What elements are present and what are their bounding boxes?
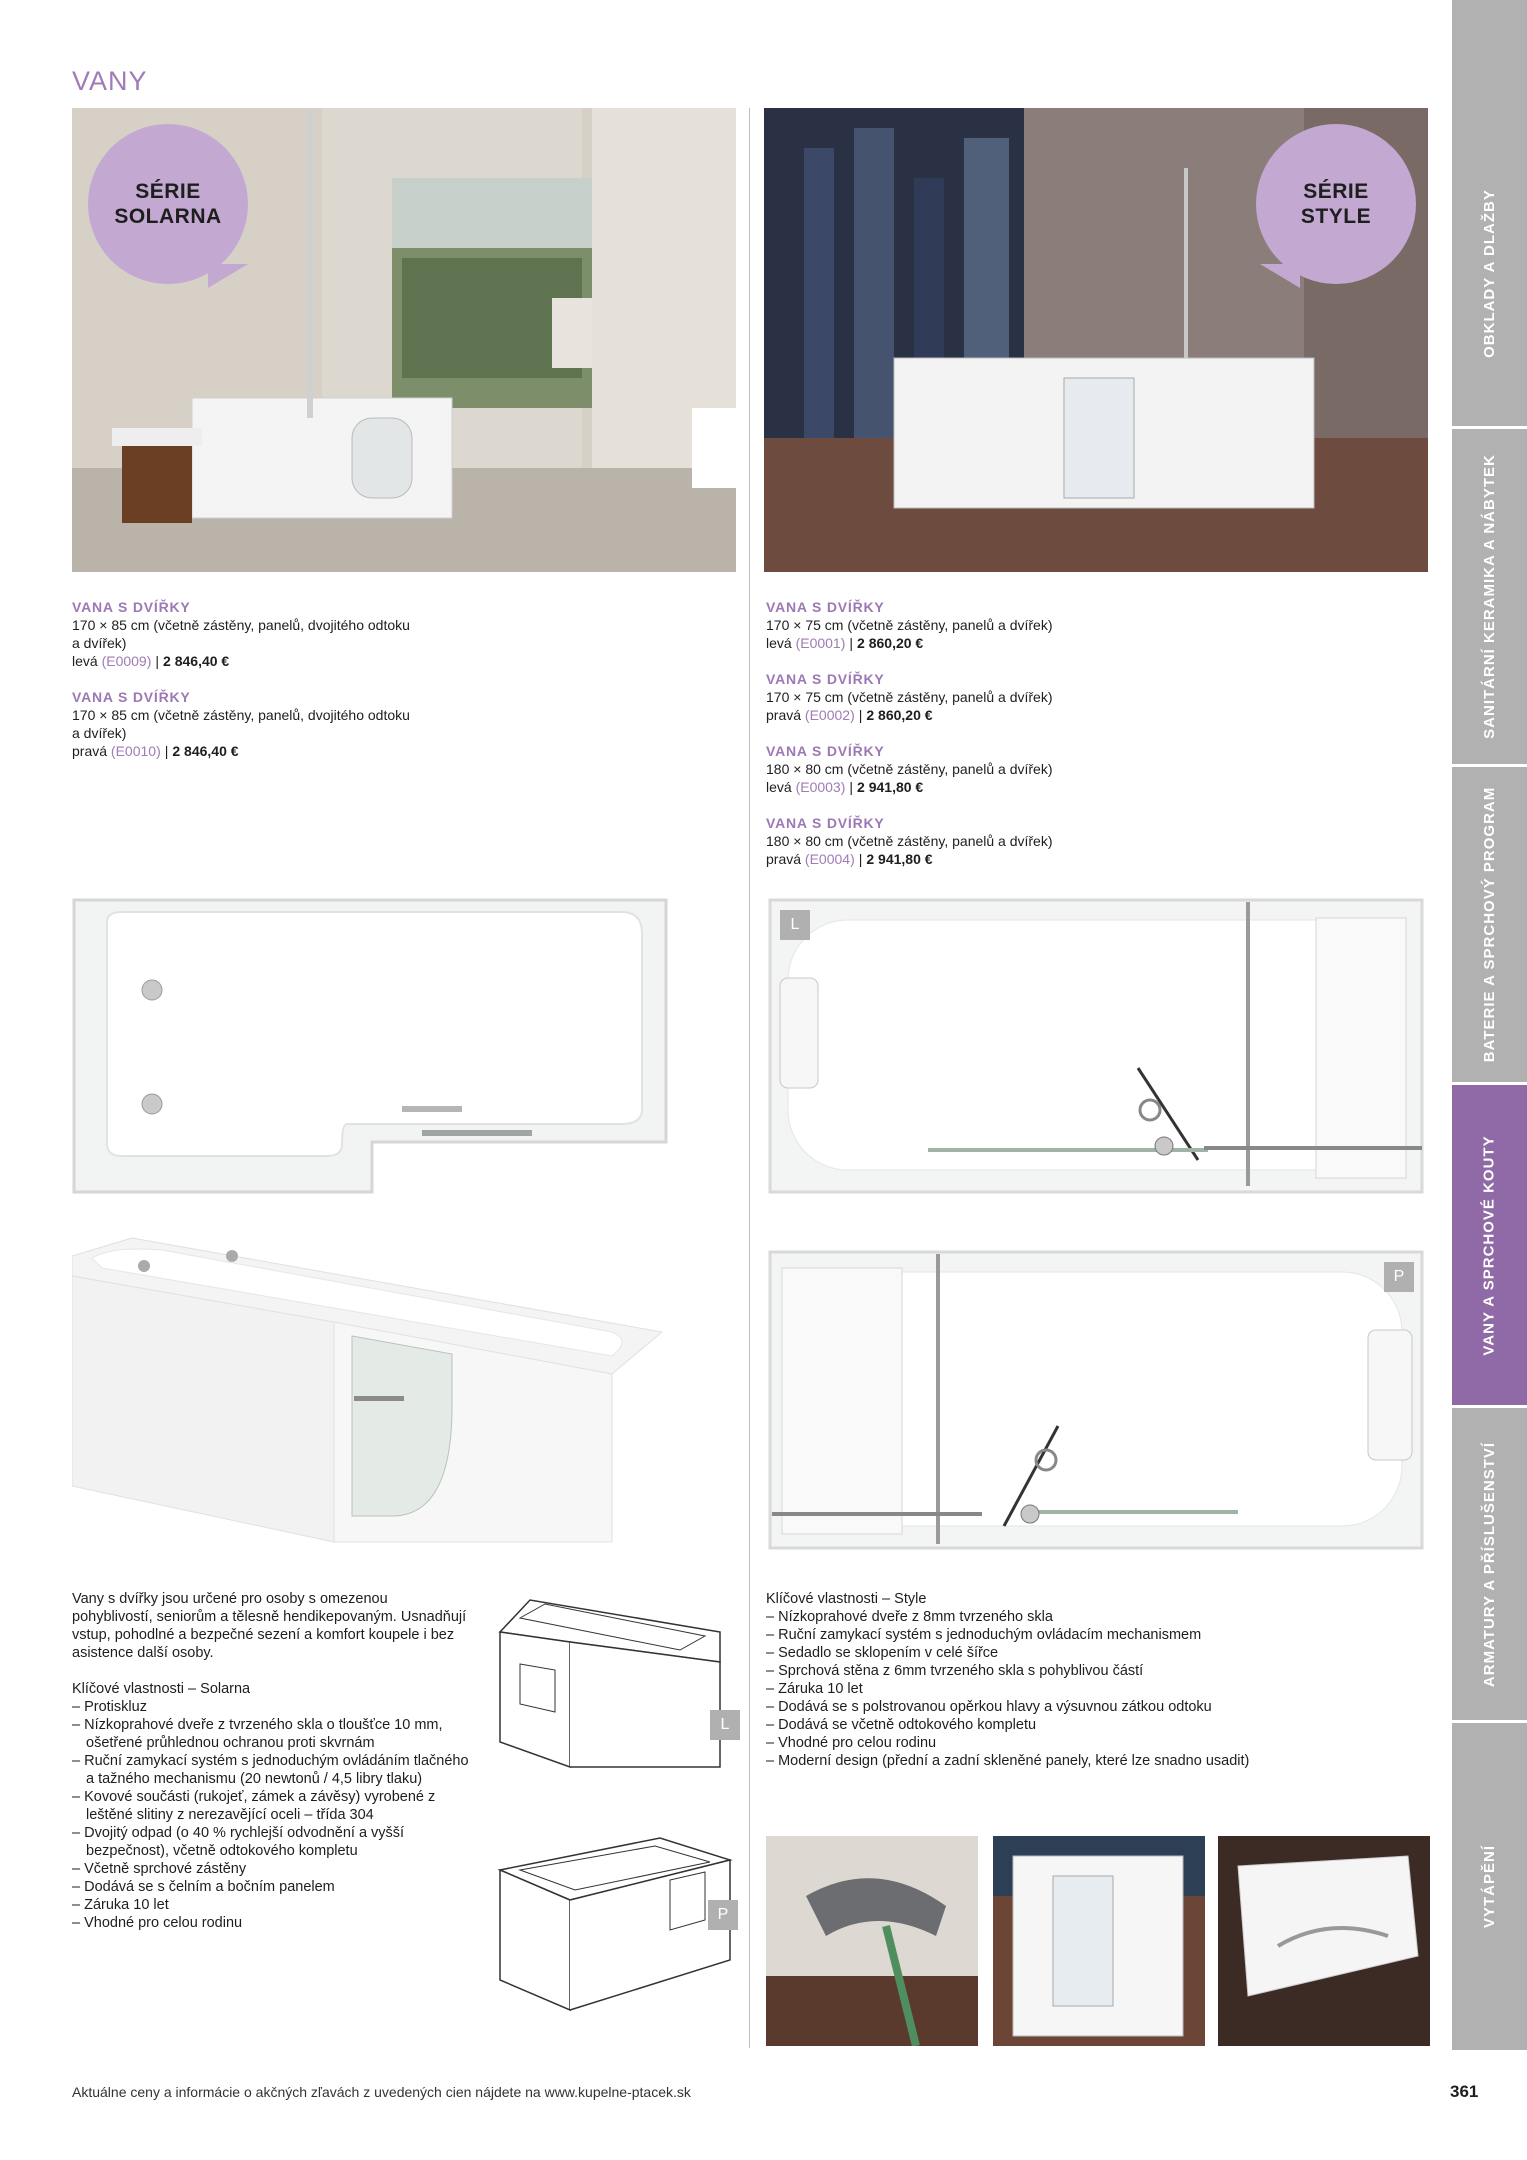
feature-item: – Moderní design (přední a zadní skleněné panely, které lze snadno usadit) bbox=[766, 1753, 1250, 1769]
column-divider bbox=[749, 108, 750, 2048]
footer-note: Aktuálne ceny a informácie o akčných zľavách z uvedených cien nájdete na www.kupelne-ptacek.sk bbox=[72, 2084, 691, 2100]
intro-paragraph: Vany s dvířky jsou určené pro osoby s omezenou pohyblivostí, seniorům a tělesně hendikepovaným. Usnadňují vstup, pohodlné a bezpečné sezení a komfort koupele i bez asistence další osoby. bbox=[72, 1591, 467, 1661]
product-price-line bbox=[766, 634, 1166, 652]
solarna-top-view-image bbox=[72, 894, 672, 1194]
feature-item: – Včetně sprchové zástěny bbox=[72, 1861, 247, 1877]
separator: | bbox=[849, 779, 854, 795]
page-number: 361 bbox=[1450, 2082, 1479, 2101]
feature-item: – Sedadlo se sklopením v celé šířce bbox=[766, 1645, 999, 1661]
badge-pointer bbox=[1260, 264, 1300, 288]
right-variant-label: P bbox=[1384, 1262, 1414, 1292]
product-title: VANA S DVÍŘKY bbox=[766, 743, 885, 759]
product-code: (E0009) bbox=[101, 653, 152, 669]
product-price-line bbox=[766, 778, 1166, 796]
feature-item: – Záruka 10 let bbox=[766, 1681, 863, 1697]
left-variant-label: L bbox=[780, 910, 810, 940]
product-title: VANA S DVÍŘKY bbox=[766, 599, 885, 615]
product-item bbox=[766, 814, 1166, 868]
headrest-detail-photo bbox=[766, 1836, 978, 2046]
feature-item: – Vhodné pro celou rodinu bbox=[766, 1735, 937, 1751]
style-right-top-view-image bbox=[768, 1250, 1424, 1550]
nav-tab-vytapeni[interactable] bbox=[1452, 1723, 1527, 2050]
page-title: VANY bbox=[72, 66, 148, 96]
product-description: 170 × 85 cm (včetně zástěny, panelů, dvojitého odtoku a dvířek) bbox=[72, 707, 410, 741]
left-variant-label: L bbox=[710, 1710, 740, 1740]
feature-item: – Nízkoprahové dveře z 8mm tvrzeného skla bbox=[766, 1609, 1053, 1625]
feature-item: – Ruční zamykací systém s jednoduchým ovládacím mechanismem bbox=[766, 1627, 1202, 1643]
product-title: VANA S DVÍŘKY bbox=[766, 815, 885, 831]
product-item bbox=[72, 598, 412, 670]
feature-item: – Dvojitý odpad (o 40 % rychlejší odvodnění a vyšší bezpečnost), včetně odtokového kompletu bbox=[72, 1825, 405, 1859]
feature-item: – Nízkoprahové dveře z tvrzeného skla o tloušťce 10 mm, ošetřené průhlednou ochranou proti skvrnám bbox=[72, 1717, 443, 1751]
product-code: (E0003) bbox=[795, 779, 846, 795]
product-side: levá bbox=[766, 635, 792, 651]
product-description: 170 × 75 cm (včetně zástěny, panelů a dvířek) bbox=[766, 617, 1053, 633]
product-item bbox=[72, 688, 412, 760]
solarna-description bbox=[72, 1590, 472, 1932]
nav-tab-vany[interactable] bbox=[1452, 1085, 1527, 1405]
product-description: 180 × 80 cm (včetně zástěny, panelů a dvířek) bbox=[766, 833, 1053, 849]
style-features bbox=[766, 1590, 1346, 1770]
nav-tab-armatury[interactable] bbox=[1452, 1408, 1527, 1720]
separator: | bbox=[155, 653, 160, 669]
product-description: 170 × 75 cm (včetně zástěny, panelů a dvířek) bbox=[766, 689, 1053, 705]
feature-item: – Dodává se včetně odtokového kompletu bbox=[766, 1717, 1037, 1733]
feature-item: – Kovové součásti (rukojeť, zámek a závěsy) vyrobené z leštěné slitiny z nerezavějící oceli – třída 304 bbox=[72, 1789, 436, 1823]
feature-item: – Sprchová stěna z 6mm tvrzeného skla s pohyblivou částí bbox=[766, 1663, 1144, 1679]
style-left-top-view-image bbox=[768, 898, 1424, 1194]
features-title: Klíčové vlastnosti – Style bbox=[766, 1591, 927, 1607]
product-title: VANA S DVÍŘKY bbox=[72, 599, 191, 615]
product-price-line bbox=[72, 742, 412, 760]
style-product-list bbox=[766, 598, 1166, 886]
product-price-line bbox=[72, 652, 412, 670]
product-price: 2 941,80 € bbox=[866, 851, 933, 867]
nav-tab-baterie[interactable] bbox=[1452, 767, 1527, 1082]
separator: | bbox=[858, 851, 863, 867]
nav-tab-label: ARMATURY A PŘÍSLUŠENSTVÍ bbox=[1481, 1441, 1499, 1687]
series-style-badge: SÉRIE STYLE bbox=[1256, 124, 1416, 284]
feature-item: – Vhodné pro celou rodinu bbox=[72, 1915, 243, 1931]
features-title: Klíčové vlastnosti – Solarna bbox=[72, 1681, 251, 1697]
door-detail-photo bbox=[993, 1836, 1205, 2046]
series-solarna-badge: SÉRIE SOLARNA bbox=[88, 124, 248, 284]
product-title: VANA S DVÍŘKY bbox=[766, 671, 885, 687]
category-side-nav bbox=[1452, 0, 1527, 2050]
nav-tab-label: VYTÁPĚNÍ bbox=[1481, 1844, 1499, 1929]
product-side: pravá bbox=[766, 851, 802, 867]
feature-item: – Záruka 10 let bbox=[72, 1897, 169, 1913]
product-code: (E0001) bbox=[795, 635, 846, 651]
separator: | bbox=[164, 743, 169, 759]
feature-item: – Dodává se s polstrovanou opěrkou hlavy a výsuvnou zátkou odtoku bbox=[766, 1699, 1212, 1715]
solarna-left-line-drawing bbox=[490, 1592, 740, 1768]
product-item bbox=[766, 670, 1166, 724]
solarna-right-line-drawing bbox=[490, 1830, 740, 2012]
product-item bbox=[766, 742, 1166, 796]
nav-tab-label: SANITÁRNÍ KERAMIKA A NÁBYTEK bbox=[1481, 454, 1499, 739]
seat-detail-photo bbox=[1218, 1836, 1430, 2046]
product-price-line bbox=[766, 706, 1166, 724]
product-item bbox=[766, 598, 1166, 652]
separator: | bbox=[849, 635, 854, 651]
solarna-3d-view-image bbox=[72, 1236, 672, 1546]
badge-pointer bbox=[208, 264, 248, 288]
nav-tab-label: BATERIE A SPRCHOVÝ PROGRAM bbox=[1481, 786, 1498, 1063]
feature-item: – Protiskluz bbox=[72, 1699, 147, 1715]
nav-tab-obklady[interactable] bbox=[1452, 0, 1527, 426]
product-side: levá bbox=[72, 653, 98, 669]
product-description: 180 × 80 cm (včetně zástěny, panelů a dvířek) bbox=[766, 761, 1053, 777]
separator: | bbox=[858, 707, 863, 723]
feature-item: – Dodává se s čelním a bočním panelem bbox=[72, 1879, 335, 1895]
product-code: (E0004) bbox=[804, 851, 855, 867]
product-title: VANA S DVÍŘKY bbox=[72, 689, 191, 705]
solarna-product-list bbox=[72, 598, 412, 778]
product-price: 2 941,80 € bbox=[857, 779, 924, 795]
product-price-line bbox=[766, 850, 1166, 868]
nav-tab-sanitarni[interactable] bbox=[1452, 429, 1527, 764]
product-code: (E0010) bbox=[110, 743, 161, 759]
product-side: levá bbox=[766, 779, 792, 795]
nav-tab-label: VANY A SPRCHOVÉ KOUTY bbox=[1481, 1134, 1499, 1356]
product-side: pravá bbox=[766, 707, 802, 723]
right-variant-label: P bbox=[708, 1900, 738, 1930]
product-price: 2 846,40 € bbox=[172, 743, 239, 759]
product-price: 2 860,20 € bbox=[857, 635, 924, 651]
feature-item: – Ruční zamykací systém s jednoduchým ovládáním tlačného a tažného mechanismu (20 newtonů / 4,5 libry tlaku) bbox=[72, 1753, 469, 1787]
nav-tab-label: OBKLADY A DLAŽBY bbox=[1481, 188, 1498, 358]
product-side: pravá bbox=[72, 743, 108, 759]
product-code: (E0002) bbox=[804, 707, 855, 723]
product-description: 170 × 85 cm (včetně zástěny, panelů, dvojitého odtoku a dvířek) bbox=[72, 617, 410, 651]
product-price: 2 860,20 € bbox=[866, 707, 933, 723]
product-price: 2 846,40 € bbox=[163, 653, 230, 669]
